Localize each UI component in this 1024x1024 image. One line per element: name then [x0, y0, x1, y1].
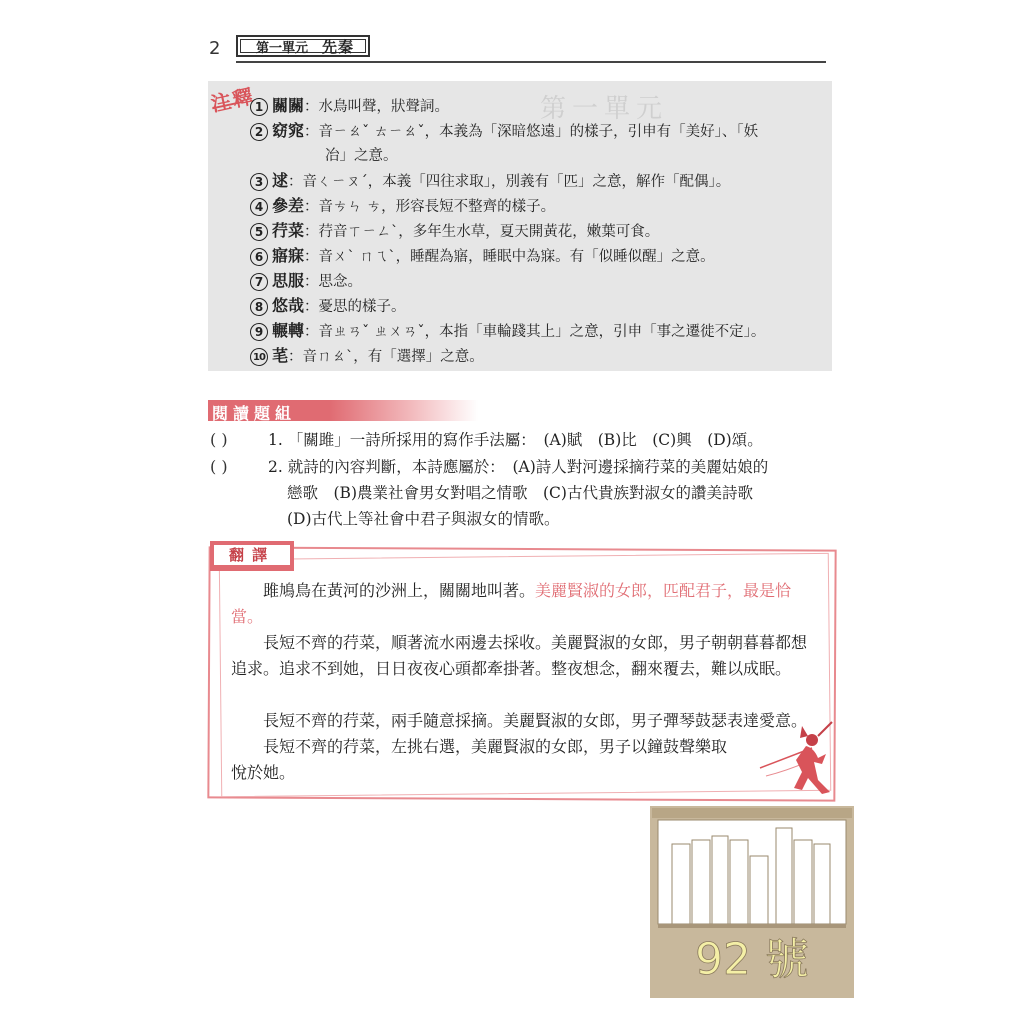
note-text: ：音ㄓㄢˇ ㄓㄨㄢˇ，本指「車輪踐其上」之意，引申「事之遷徙不定」。: [304, 324, 766, 340]
note-term: 荇菜: [272, 221, 305, 240]
translation-text: 雎鳩鳥在黃河的沙洲上，關關地叫著。: [263, 581, 536, 600]
note-text: ：水鳥叫聲，狀聲詞。: [304, 99, 450, 115]
note-text: 冶」之意。: [325, 148, 398, 164]
note-number: 10: [250, 348, 268, 366]
note-term: 參差: [272, 196, 305, 215]
note-item: [250, 271, 362, 292]
note-number: 9: [250, 323, 268, 341]
note-term: 芼: [272, 346, 289, 365]
question-2-line-1: 2. 就詩的內容判斷，本詩應屬於： (A)詩人對河邊採摘荇菜的美麗姑娘的: [268, 458, 769, 476]
logo-text: 92 號: [695, 934, 809, 985]
note-text: ：音ㄧㄠˇ ㄊㄧㄠˇ，本義為「深暗悠遠」的樣子，引申有「美好」、「妖: [304, 124, 759, 140]
reading-heading: 閱讀題組: [212, 404, 297, 423]
bookshelf-logo: [650, 806, 854, 998]
note-number: 6: [250, 248, 268, 266]
note-number: 8: [250, 298, 268, 316]
question-2-line-3: (D)古代上等社會中君子與淑女的情歌。: [287, 510, 560, 528]
ghost-background-text: 第一單元: [540, 94, 669, 124]
note-term: 關關: [272, 96, 305, 115]
translation-text: 聲樂取悅於她。: [231, 737, 728, 782]
note-text: ：思念。: [304, 274, 363, 290]
note-number: 1: [250, 98, 268, 116]
note-term: 寤寐: [272, 246, 305, 265]
note-term: 悠哉: [272, 296, 305, 315]
translation-paragraph-1: [231, 578, 821, 630]
answer-blank-2[interactable]: ( ): [210, 457, 228, 476]
note-term: 逑: [272, 171, 289, 190]
note-text: ：音ㄑㄧㄡˊ，本義「四往求取」，別義有「匹」之意，解作「配偶」。: [288, 174, 731, 190]
note-text: ：音ㄇㄠˋ，有「選擇」之意。: [288, 349, 484, 365]
unit-name: 第一單元: [256, 40, 309, 56]
header-rule: [236, 61, 826, 63]
note-text: ：音ㄘㄣ ㄘ，形容長短不整齊的樣子。: [304, 199, 556, 215]
translation-highlight: 美麗賢淑的女郎，匹配君子，最是: [535, 581, 776, 600]
note-item: [250, 346, 484, 367]
note-item: [250, 321, 765, 342]
note-item: [250, 121, 758, 142]
translation-paragraph-4: [231, 734, 741, 786]
note-term: 思服: [272, 271, 305, 290]
note-number: 2: [250, 123, 268, 141]
question-1: 1. 「關雎」一詩所採用的寫作手法屬： (A)賦 (B)比 (C)興 (D)頌。: [268, 431, 763, 449]
translation-highlight: 恰當。: [231, 581, 792, 626]
translation-paragraph-2: 長短不齊的荇菜，順著流水兩邊去採收。美麗賢淑的女郎，男子朝朝暮暮都想追求。追求不到她，日日夜夜心頭都牽掛著。整夜想念，翻來覆去，難以成眠。: [231, 633, 808, 678]
note-item: [250, 196, 555, 217]
note-item: [250, 221, 659, 242]
unit-label: [236, 35, 370, 57]
note-term: 輾轉: [272, 321, 305, 340]
note-number: 3: [250, 173, 268, 191]
note-item: [250, 96, 449, 117]
translation-paragraph-3: 長短不齊的荇菜，兩手隨意採摘。美麗賢淑的女郎，男子彈琴鼓瑟表達愛意。: [263, 711, 808, 730]
ninja-icon: [756, 718, 836, 798]
page-number: 2: [209, 38, 221, 59]
era-name: 先秦: [322, 37, 355, 56]
translation-text: 長短不齊的荇菜，左挑右選，美麗賢淑的女郎，男子以鐘鼓: [263, 737, 680, 756]
note-item: [250, 171, 730, 192]
note-number: 4: [250, 198, 268, 216]
question-2-line-2: 戀歌 (B)農業社會男女對唱之情歌 (C)古代貴族對淑女的讚美詩歌: [287, 484, 753, 502]
note-item: [250, 296, 406, 317]
note-number: 5: [250, 223, 268, 241]
note-item: [250, 246, 715, 267]
translation-heading: 翻譯: [214, 545, 290, 565]
note-term: 窈窕: [272, 121, 305, 140]
answer-blank-1[interactable]: ( ): [210, 430, 228, 449]
note-text: ：憂思的樣子。: [304, 299, 406, 315]
note-text: ：荇音ㄒㄧㄥˋ，多年生水草，夏天開黃花，嫩葉可食。: [304, 224, 660, 240]
note-text: ：音ㄨˋ ㄇㄟˋ，睡醒為寤，睡眠中為寐。有「似睡似醒」之意。: [304, 249, 715, 265]
note-item-continued: [325, 146, 398, 166]
note-number: 7: [250, 273, 268, 291]
notes-heading: 注釋: [208, 83, 257, 117]
